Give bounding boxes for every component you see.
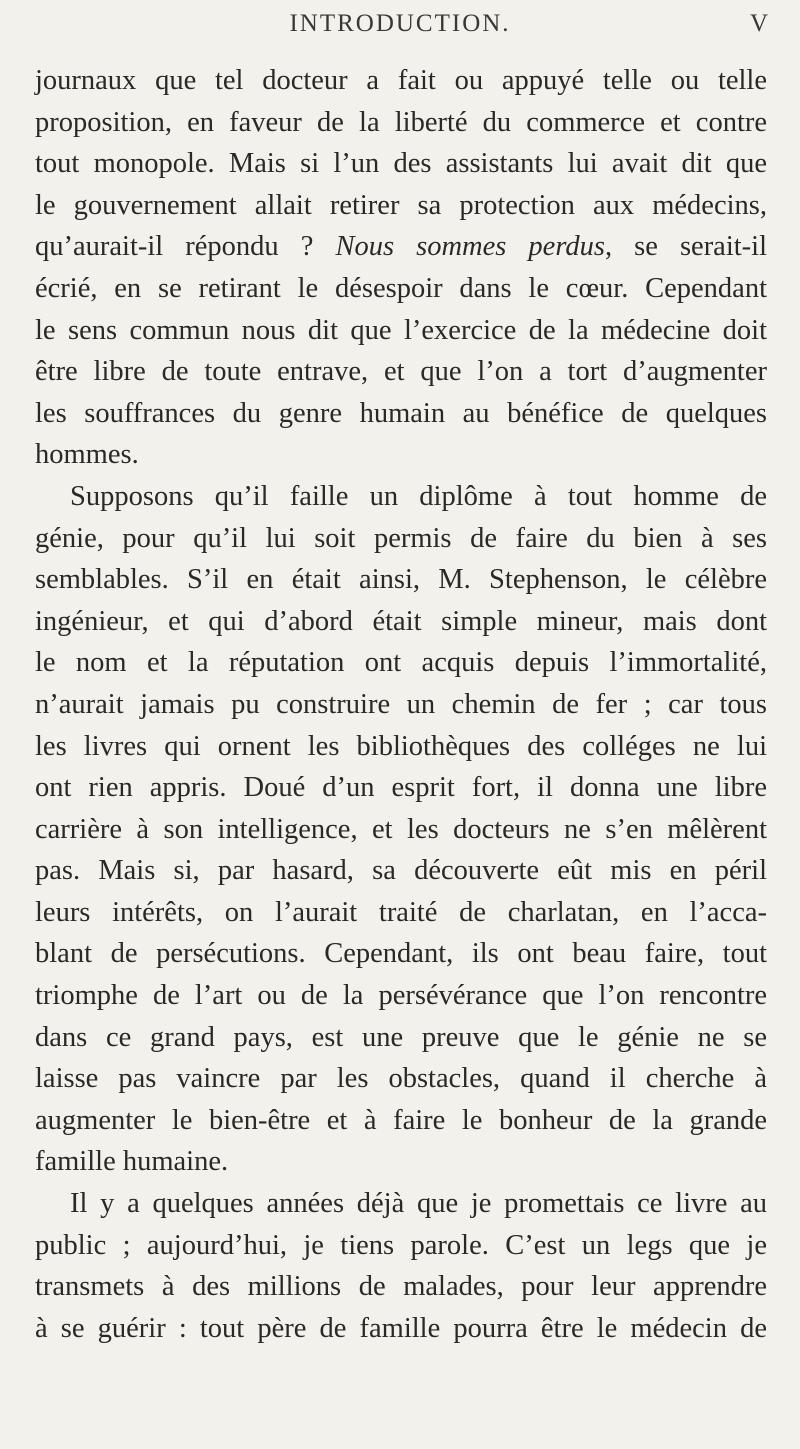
text-line: semblables. S’il en était ainsi, M. Stephenson, le célèbre — [35, 564, 767, 596]
text-line: n’aurait jamais pu construire un chemin de fer ; car tous — [35, 688, 767, 720]
text-line: augmenter le bien-être et à faire le bonheur de la grande — [35, 1104, 767, 1136]
text-line: tout monopole. Mais si l’un des assistants lui avait dit que — [35, 148, 767, 180]
text-segment: , se serait-il — [604, 231, 767, 263]
italic-phrase: Nous sommes perdus — [335, 231, 605, 263]
text-line: journaux que tel docteur a fait ou appuyé telle ou telle — [35, 65, 767, 96]
text-line: les livres qui ornent les bibliothèques des colléges ne lui — [35, 730, 767, 762]
text-line: proposition, en faveur de la liberté du commerce et contre — [35, 106, 767, 138]
text-segment: qu’aurait-il répondu ? — [35, 231, 336, 263]
text-line: Il y a quelques années déjà que je promettais ce livre au — [70, 1188, 767, 1220]
text-line: le sens commun nous dit que l’exercice de la médecine doit — [35, 314, 767, 346]
text-line: carrière à son intelligence, et les docteurs ne s’en mêlèrent — [35, 813, 767, 845]
page-number: V — [749, 10, 768, 37]
text-line: pas. Mais si, par hasard, sa découverte eût mis en péril — [35, 855, 767, 887]
text-line: dans ce grand pays, est une preuve que le génie ne se — [35, 1021, 767, 1053]
text-line: transmets à des millions de malades, pour leur apprendre — [35, 1271, 767, 1303]
text-line: à se guérir : tout père de famille pourra être le médecin de — [35, 1312, 767, 1344]
text-line: public ; aujourd’hui, je tiens parole. C’est un legs que je — [35, 1229, 767, 1261]
text-line: triomphe de l’art ou de la persévérance que l’on rencontre — [35, 980, 767, 1012]
text-line: hommes. — [35, 439, 139, 471]
running-title: INTRODUCTION. — [289, 10, 511, 37]
text-line: être libre de toute entrave, et que l’on a tort d’augmenter — [35, 356, 767, 388]
text-line: le nom et la réputation ont acquis depuis l’immortalité, — [35, 647, 767, 679]
text-line: les souffrances du genre humain au bénéfice de quelques — [35, 397, 767, 429]
text-line: ingénieur, et qui d’abord était simple mineur, mais dont — [35, 605, 767, 637]
text-line: ont rien appris. Doué d’un esprit fort, il donna une libre — [35, 772, 767, 804]
text-line: leurs intérêts, on l’aurait traité de charlatan, en l’acca- — [35, 896, 767, 928]
running-head — [0, 8, 800, 48]
text-line: le gouvernement allait retirer sa protection aux médecins, — [35, 189, 767, 221]
text-line: laisse pas vaincre par les obstacles, quand il cherche à — [35, 1063, 767, 1095]
text-line: écrié, en se retirant le désespoir dans le cœur. Cependant — [35, 272, 767, 304]
text-line: blant de persécutions. Cependant, ils ont beau faire, tout — [35, 938, 767, 970]
text-line: Supposons qu’il faille un diplôme à tout homme de — [70, 480, 767, 512]
text-line: famille humaine. — [35, 1146, 229, 1178]
text-line — [35, 226, 767, 268]
body-text — [35, 60, 767, 1349]
text-line: génie, pour qu’il lui soit permis de faire du bien à ses — [35, 522, 767, 554]
